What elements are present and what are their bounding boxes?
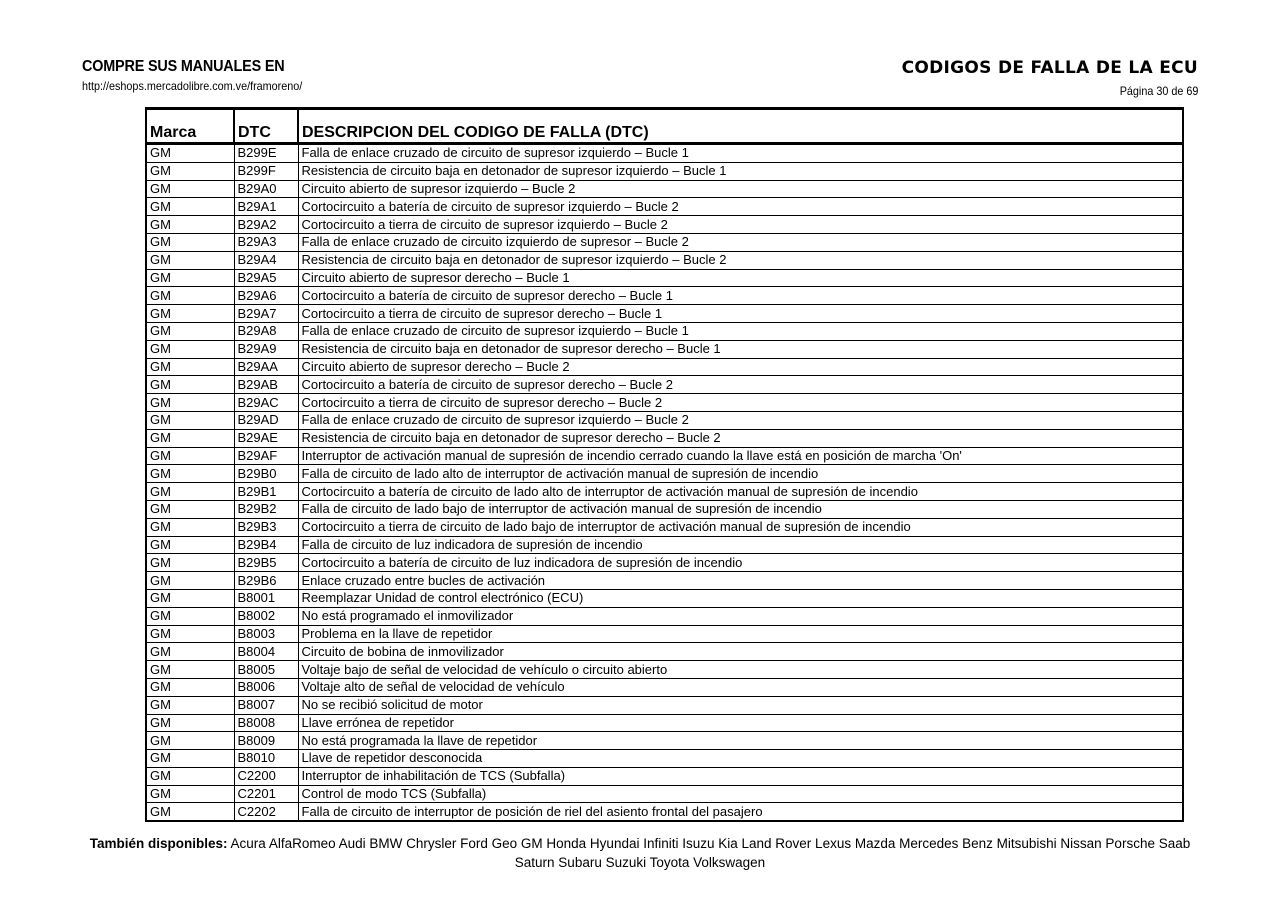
footer-brands: Acura AlfaRomeo Audi BMW Chrysler Ford Geo GM Honda Hyundai Infiniti Isuzu Kia Land Rover Lexus Mazda Mercedes Benz Mitsubishi Nissan Porsche Saab Saturn Subaru Suzuki Toyota Volkswagen	[230, 836, 1191, 870]
cell-dtc: B29AC	[234, 394, 298, 412]
table-row	[146, 785, 1183, 803]
cell-marca: GM	[146, 251, 234, 269]
cell-marca: GM	[146, 322, 234, 340]
cell-marca: GM	[146, 714, 234, 732]
cell-marca: GM	[146, 661, 234, 679]
cell-dtc: B8008	[234, 714, 298, 732]
table-row	[146, 233, 1183, 251]
cell-description: No se recibió solicitud de motor	[298, 696, 1183, 714]
table-row	[146, 696, 1183, 714]
cell-description: Circuito abierto de supresor derecho – Bucle 1	[298, 269, 1183, 287]
cell-description: Enlace cruzado entre bucles de activación	[298, 572, 1183, 590]
cell-marca: GM	[146, 269, 234, 287]
cell-description: Falla de enlace cruzado de circuito izquierdo de supresor – Bucle 2	[298, 233, 1183, 251]
table-row	[146, 305, 1183, 323]
cell-dtc: B29AD	[234, 411, 298, 429]
table-row	[146, 216, 1183, 234]
cell-dtc: B29A7	[234, 305, 298, 323]
table-row	[146, 322, 1183, 340]
cell-description: Falla de enlace cruzado de circuito de supresor izquierdo – Bucle 1	[298, 322, 1183, 340]
table-row	[146, 429, 1183, 447]
cell-dtc: C2200	[234, 767, 298, 785]
cell-dtc: B8006	[234, 678, 298, 696]
table-row	[146, 465, 1183, 483]
table-body	[146, 144, 1183, 822]
cell-description: Falla de enlace cruzado de circuito de supresor izquierdo – Bucle 2	[298, 411, 1183, 429]
table-row	[146, 358, 1183, 376]
cell-marca: GM	[146, 144, 234, 163]
cell-marca: GM	[146, 340, 234, 358]
cell-description: Cortocircuito a tierra de circuito de lado bajo de interruptor de activación manual de supresión de incendio	[298, 518, 1183, 536]
document-title: CODIGOS DE FALLA DE LA ECU	[901, 58, 1198, 78]
cell-dtc: B29AA	[234, 358, 298, 376]
cell-description: Cortocircuito a tierra de circuito de supresor derecho – Bucle 2	[298, 394, 1183, 412]
cell-marca: GM	[146, 465, 234, 483]
cell-dtc: B29A5	[234, 269, 298, 287]
cell-dtc: B29B5	[234, 554, 298, 572]
cell-description: Falla de circuito de interruptor de posición de riel del asiento frontal del pasajero	[298, 803, 1183, 821]
cell-description: Falla de circuito de lado alto de interruptor de activación manual de supresión de incendio	[298, 465, 1183, 483]
table-row	[146, 750, 1183, 768]
cell-dtc: B29B2	[234, 500, 298, 518]
cell-description: No está programada la llave de repetidor	[298, 732, 1183, 750]
cell-dtc: B29A6	[234, 287, 298, 305]
table-row	[146, 287, 1183, 305]
cell-dtc: B29A9	[234, 340, 298, 358]
table-row	[146, 162, 1183, 180]
cell-marca: GM	[146, 696, 234, 714]
table-row	[146, 180, 1183, 198]
table-row	[146, 803, 1183, 821]
cell-description: Llave errónea de repetidor	[298, 714, 1183, 732]
cell-dtc: B299F	[234, 162, 298, 180]
cell-description: Interruptor de inhabilitación de TCS (Subfalla)	[298, 767, 1183, 785]
cell-dtc: B8010	[234, 750, 298, 768]
cell-description: Control de modo TCS (Subfalla)	[298, 785, 1183, 803]
cell-dtc: B29A2	[234, 216, 298, 234]
cell-description: Resistencia de circuito baja en detonador de supresor derecho – Bucle 1	[298, 340, 1183, 358]
cell-description: Llave de repetidor desconocida	[298, 750, 1183, 768]
cell-marca: GM	[146, 358, 234, 376]
cell-marca: GM	[146, 785, 234, 803]
cell-marca: GM	[146, 305, 234, 323]
cell-dtc: B29A4	[234, 251, 298, 269]
cell-dtc: B29A0	[234, 180, 298, 198]
cell-description: Cortocircuito a batería de circuito de supresor derecho – Bucle 1	[298, 287, 1183, 305]
cell-dtc: B29B4	[234, 536, 298, 554]
cell-marca: GM	[146, 767, 234, 785]
cell-dtc: B8001	[234, 589, 298, 607]
cell-marca: GM	[146, 180, 234, 198]
cell-dtc: B29B1	[234, 483, 298, 501]
footer	[82, 834, 1198, 872]
cell-marca: GM	[146, 803, 234, 821]
cell-dtc: C2202	[234, 803, 298, 821]
cell-description: Resistencia de circuito baja en detonador de supresor derecho – Bucle 2	[298, 429, 1183, 447]
table-row	[146, 607, 1183, 625]
cell-marca: GM	[146, 500, 234, 518]
cell-marca: GM	[146, 429, 234, 447]
cell-dtc: B29AF	[234, 447, 298, 465]
cell-description: Cortocircuito a batería de circuito de luz indicadora de supresión de incendio	[298, 554, 1183, 572]
table-row	[146, 340, 1183, 358]
dtc-table	[145, 107, 1184, 822]
table-row	[146, 714, 1183, 732]
table-row	[146, 251, 1183, 269]
cell-description: Interruptor de activación manual de supresión de incendio cerrado cuando la llave está en posición de marcha 'On'	[298, 447, 1183, 465]
cell-description: Voltaje bajo de señal de velocidad de vehículo o circuito abierto	[298, 661, 1183, 679]
cell-marca: GM	[146, 643, 234, 661]
cell-dtc: C2201	[234, 785, 298, 803]
table-row	[146, 447, 1183, 465]
cell-marca: GM	[146, 394, 234, 412]
header-right	[902, 58, 1198, 98]
table-row	[146, 500, 1183, 518]
cell-dtc: B8005	[234, 661, 298, 679]
table-row	[146, 767, 1183, 785]
cell-description: Falla de circuito de lado bajo de interruptor de activación manual de supresión de incendio	[298, 500, 1183, 518]
cell-marca: GM	[146, 447, 234, 465]
cell-marca: GM	[146, 198, 234, 216]
cell-description: Circuito abierto de supresor derecho – Bucle 2	[298, 358, 1183, 376]
cell-marca: GM	[146, 554, 234, 572]
table-row	[146, 554, 1183, 572]
cell-description: Resistencia de circuito baja en detonador de supresor izquierdo – Bucle 1	[298, 162, 1183, 180]
cell-dtc: B29A8	[234, 322, 298, 340]
cell-marca: GM	[146, 162, 234, 180]
table-row	[146, 144, 1183, 163]
cell-description: Cortocircuito a batería de circuito de supresor derecho – Bucle 2	[298, 376, 1183, 394]
cell-description: Cortocircuito a batería de circuito de supresor izquierdo – Bucle 2	[298, 198, 1183, 216]
cell-marca: GM	[146, 750, 234, 768]
cell-description: Circuito de bobina de inmovilizador	[298, 643, 1183, 661]
cell-marca: GM	[146, 287, 234, 305]
column-header-dtc: DTC	[234, 109, 298, 144]
cell-marca: GM	[146, 589, 234, 607]
cell-description: Problema en la llave de repetidor	[298, 625, 1183, 643]
table-row	[146, 732, 1183, 750]
cell-marca: GM	[146, 678, 234, 696]
cell-marca: GM	[146, 376, 234, 394]
cell-dtc: B8003	[234, 625, 298, 643]
cell-description: Voltaje alto de señal de velocidad de vehículo	[298, 678, 1183, 696]
cell-description: Cortocircuito a tierra de circuito de supresor derecho – Bucle 1	[298, 305, 1183, 323]
cell-description: No está programado el inmovilizador	[298, 607, 1183, 625]
cell-description: Reemplazar Unidad de control electrónico (ECU)	[298, 589, 1183, 607]
cell-dtc: B299E	[234, 144, 298, 163]
table-row	[146, 678, 1183, 696]
cell-description: Cortocircuito a tierra de circuito de supresor izquierdo – Bucle 2	[298, 216, 1183, 234]
store-url: http://eshops.mercadolibre.com.ve/framoreno/	[82, 79, 303, 93]
cell-dtc: B8007	[234, 696, 298, 714]
table-row	[146, 661, 1183, 679]
column-header-description: DESCRIPCION DEL CODIGO DE FALLA (DTC)	[298, 109, 1183, 144]
table-row	[146, 483, 1183, 501]
cell-dtc: B29A3	[234, 233, 298, 251]
table-row	[146, 643, 1183, 661]
page-number: Página 30 de 69	[1119, 84, 1198, 98]
cell-description: Resistencia de circuito baja en detonador de supresor izquierdo – Bucle 2	[298, 251, 1183, 269]
footer-label: También disponibles:	[89, 836, 228, 851]
cell-dtc: B8004	[234, 643, 298, 661]
table-row	[146, 394, 1183, 412]
cell-dtc: B8002	[234, 607, 298, 625]
table-row	[146, 625, 1183, 643]
table-row	[146, 572, 1183, 590]
cell-marca: GM	[146, 625, 234, 643]
table-row	[146, 269, 1183, 287]
cell-marca: GM	[146, 411, 234, 429]
table-header-row	[146, 109, 1183, 144]
cell-marca: GM	[146, 732, 234, 750]
cell-marca: GM	[146, 216, 234, 234]
table-row	[146, 536, 1183, 554]
cell-dtc: B29B0	[234, 465, 298, 483]
cell-marca: GM	[146, 536, 234, 554]
cell-description: Falla de circuito de luz indicadora de supresión de incendio	[298, 536, 1183, 554]
cell-dtc: B29AB	[234, 376, 298, 394]
cell-marca: GM	[146, 233, 234, 251]
cell-dtc: B29AE	[234, 429, 298, 447]
cell-description: Cortocircuito a batería de circuito de lado alto de interruptor de activación manual de supresión de incendio	[298, 483, 1183, 501]
column-header-marca: Marca	[146, 109, 234, 144]
promo-title: COMPRE SUS MANUALES EN	[82, 58, 285, 75]
cell-description: Circuito abierto de supresor izquierdo – Bucle 2	[298, 180, 1183, 198]
cell-dtc: B29B3	[234, 518, 298, 536]
cell-dtc: B8009	[234, 732, 298, 750]
cell-dtc: B29A1	[234, 198, 298, 216]
table-row	[146, 198, 1183, 216]
cell-marca: GM	[146, 483, 234, 501]
table-row	[146, 411, 1183, 429]
table-row	[146, 518, 1183, 536]
cell-marca: GM	[146, 572, 234, 590]
header-left	[82, 58, 327, 93]
cell-marca: GM	[146, 518, 234, 536]
cell-marca: GM	[146, 607, 234, 625]
cell-dtc: B29B6	[234, 572, 298, 590]
cell-description: Falla de enlace cruzado de circuito de supresor izquierdo – Bucle 1	[298, 144, 1183, 163]
table-row	[146, 376, 1183, 394]
table-row	[146, 589, 1183, 607]
